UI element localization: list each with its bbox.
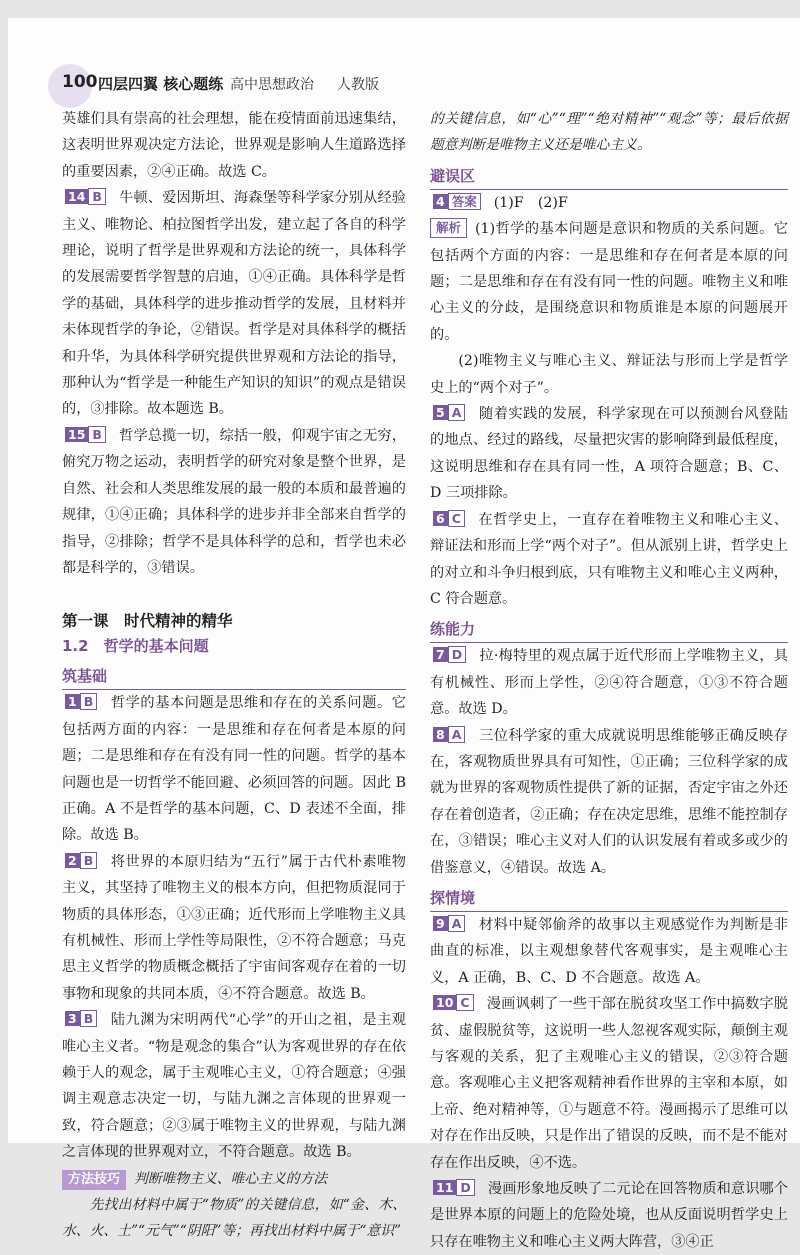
analysis-1 xyxy=(430,216,788,348)
method-tip-heading xyxy=(62,1166,406,1192)
analysis-text: (1)哲学的基本问题是意识和物质的关系问题。它包括两个方面的内容：一是思维和存在何者是本原的问题；二是思维和存在有没有同一性的问题。唯物主义和唯心主义的分歧，是围绕意识和物质谁是本原的问题展开的。 xyxy=(430,221,788,343)
method-tip-continued: 的关键信息，如“心”“理”“绝对精神”“观念”等；最后依据题意判断是唯物主义还是唯心主义。 xyxy=(430,111,788,154)
question-badge: 9 A xyxy=(430,915,468,933)
right-column xyxy=(430,106,788,1255)
analysis-label: 解析 xyxy=(430,218,467,238)
section-heading-practice: 练能力 xyxy=(430,616,788,643)
answer-9 xyxy=(430,912,788,991)
answer-1 xyxy=(62,690,406,848)
answer-8 xyxy=(430,723,788,881)
section-heading-foundation: 筑基础 xyxy=(62,663,406,690)
section-title: 1.2 哲学的基本问题 xyxy=(62,637,209,656)
question-badge: 4 答案 xyxy=(430,193,484,211)
question-badge: 10 C xyxy=(430,994,477,1012)
section-heading-avoid-errors: 避误区 xyxy=(430,163,788,190)
answer-text: 哲学的基本问题是思维和存在的关系问题。它包括两方面的内容：一是思维和存在何者是本原的问题；二是思维和存在有没有同一性的问题。哲学的基本问题也是一切哲学不能回避、必须回答的问题。因此 B 正确。A 不是哲学的基本问题，C、D 表述不全面，排除。故选 B。 xyxy=(62,695,406,844)
answer-text: 牛顿、爱因斯坦、海森堡等科学家分别从经验主义、唯物论、柏拉图哲学出发，建立起了各自的科学理论，说明了哲学是世界观和方法论的统一，具体科学的发展需要哲学智慧的启迪，①④正确。具体科学是哲学的基础，具体科学的进步推动哲学的发展，且材料并未体现哲学的争论，②错误。哲学是对具体科学的概括和升华，为具体科学研究提供世界观和方法论的指导，那种认为“哲学是一种能生产知识的知识”的观点是错误的，③排除。故本题选 B。 xyxy=(62,190,406,418)
answer-4 xyxy=(430,190,788,216)
answer-2 xyxy=(62,849,406,1007)
page xyxy=(8,18,800,1250)
question-badge: 15 B xyxy=(62,426,109,444)
method-tip-title: 判断唯物主义、唯心主义的方法 xyxy=(134,1170,328,1187)
answer-6 xyxy=(430,507,788,613)
intro-paragraph: 英雄们具有崇高的社会理想，能在疫情面前迅速集结，这表明世界观决定方法论，世界观是影响人生道路选择的重要因素，②④正确。故选 C。 xyxy=(62,111,406,180)
question-badge: 6 C xyxy=(430,510,468,528)
answer-text: 材料中疑邻偷斧的故事以主观感觉作为判断是非曲直的标准，以主观想象替代客观事实，是主观唯心主义，A 正确，B、C、D 不合题意。故选 A。 xyxy=(430,916,788,986)
answer-text: 哲学总揽一切，综括一般，仰观宇宙之无穷，俯究万物之运动，表明哲学的研究对象是整个世界，是自然、社会和人类思维发展的最一般的本质和最普遍的规律，①④正确；具体科学的进步并非全部来自哲学的指导，②排除；哲学不是具体科学的总和，哲学也未必都是科学的，③错误。 xyxy=(62,427,406,576)
question-badge: 7 D xyxy=(430,646,469,664)
answer-5 xyxy=(430,401,788,507)
answer-text: 陆九渊为宋明两代“心学”的开山之祖，是主观唯心主义者。“物是观念的集合”认为客观世界的存在依赖于人的观念，属于主观唯心主义，①符合题意；④强调主观意志决定一切，与陆九渊之言体现的世界观一致，符合题意；②③属于唯物主义的世界观，与陆九渊之言体现的世界观对立，不符合题意。故选 B。 xyxy=(62,1012,406,1161)
question-badge: 8 A xyxy=(430,726,468,744)
question-badge: 1 B xyxy=(62,693,100,711)
left-column xyxy=(62,106,406,1245)
answer-text: 漫画形象地反映了二元论在回答物质和意识哪个是世界本原的问题上的危险处境，也从反面说明哲学史上只存在唯物主义和唯心主义两大阵营，③④正 xyxy=(430,1181,788,1250)
question-badge: 3 B xyxy=(62,1010,100,1028)
answer-text: 随着实践的发展，科学家现在可以预测台风登陆的地点、经过的路线，尽量把灾害的影响降到最低程度，这说明思维和存在具有同一性，A 项符合题意；B、C、D 三项排除。 xyxy=(430,406,788,502)
subject-label: 高中思想政治 xyxy=(230,77,314,93)
answer-text: 漫画讽刺了一些干部在脱贫攻坚工作中搞数字脱贫、虚假脱贫等，这说明一些人忽视客观实际，颠倒主观与客观的关系，犯了主观唯心主义的错误，②③符合题意。客观唯心主义把客观精神看作世界的主宰和本原，如上帝、绝对精神等，①与题意不符。漫画揭示了思维可以对存在作出反映，只是作出了错误的反映，而不是不能对存在作出反映，④不选。 xyxy=(430,996,788,1171)
book-title: 四层四翼 核心题练 xyxy=(98,75,224,93)
answer-text: (1)F (2)F xyxy=(493,194,568,211)
answer-7 xyxy=(430,643,788,722)
answer-3 xyxy=(62,1007,406,1165)
page-number: 100 xyxy=(62,72,98,92)
answer-text: 三位科学家的重大成就说明思维能够正确反映存在，客观物质世界具有可知性，①正确；三位科学家的成就为世界的客观物质性提供了新的证据，否定宇宙之外还存在着创造者，②正确；存在决定思维，思维不能控制存在，③错误；唯心主义对人们的认识发展有着或多或少的借鉴意义，④错误。故选 A。 xyxy=(430,727,788,876)
answer-text: 拉·梅特里的观点属于近代形而上学唯物主义，具有机械性、形而上学性，②④符合题意，①③不符合题意。故选 D。 xyxy=(430,648,788,718)
method-tip-text: 先找出材料中属于“物质”的关键信息，如“金、木、水、火、土”“元气”“阴阳”等；再找出材料中属于“意识” xyxy=(62,1197,406,1240)
answer-14 xyxy=(62,185,406,423)
edition-label: 人教版 xyxy=(337,77,379,93)
lesson-title: 第一课 时代精神的精华 xyxy=(62,612,233,631)
answer-10 xyxy=(430,991,788,1176)
question-badge: 14 B xyxy=(62,188,109,206)
question-badge: 11 D xyxy=(430,1179,478,1197)
question-badge: 2 B xyxy=(62,852,100,870)
section-heading-explore: 探情境 xyxy=(430,885,788,912)
answer-11 xyxy=(430,1176,788,1255)
answer-text: 在哲学史上，一直存在着唯物主义和唯心主义、辩证法和形而上学“两个对子”。但从派别上讲，哲学史上的对立和斗争归根到底，只有唯物主义和唯心主义两种，C 符合题意。 xyxy=(430,511,788,607)
answer-text: 将世界的本原归结为“五行”属于古代朴素唯物主义，其坚持了唯物主义的根本方向，但把物质混同于物质的具体形态，①③正确；近代形而上学唯物主义具有机械性、形而上学性等局限性，②不符合题意；马克思主义哲学的物质概念概括了宇宙间客观存在着的一切事物和现象的共同本质，④不符合题意。故选 B。 xyxy=(62,853,406,1002)
question-badge: 5 A xyxy=(430,404,468,422)
answer-15 xyxy=(62,423,406,581)
analysis-2: (2)唯物主义与唯心主义、辩证法与形而上学是哲学史上的“两个对子”。 xyxy=(430,353,788,396)
method-tip-label: 方法技巧 xyxy=(62,1170,126,1190)
